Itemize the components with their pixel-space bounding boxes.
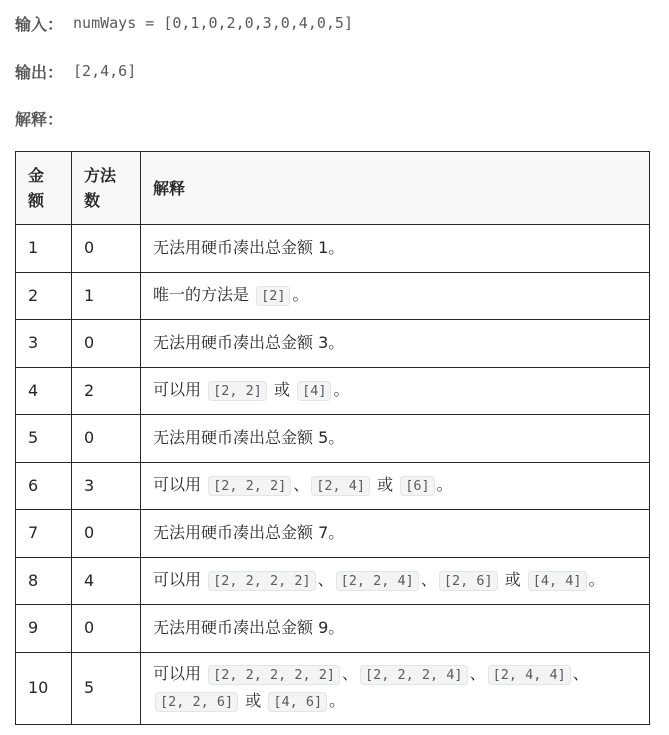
explanation-cell [141, 320, 650, 368]
table-row [16, 225, 650, 273]
explanation-text: 。 [436, 475, 453, 495]
explanation-cell [141, 462, 650, 510]
inline-code: [2, 2, 2, 2] [208, 571, 316, 591]
count-cell: 3 [72, 462, 141, 510]
explanation-text: 无法用硬币凑出总金额 3。 [153, 333, 345, 353]
amount-cell: 7 [16, 510, 72, 558]
explanation-text: 或 [268, 380, 296, 400]
amount-cell: 3 [16, 320, 72, 368]
amount-cell: 4 [16, 367, 72, 415]
explanation-text: 无法用硬币凑出总金额 7。 [153, 523, 345, 543]
explanation-cell [141, 605, 650, 653]
count-cell: 0 [72, 605, 141, 653]
table-row [16, 272, 650, 320]
explanation-cell [141, 367, 650, 415]
header-amount-line-1: 金 [28, 166, 45, 185]
inline-code: [6] [400, 476, 434, 496]
count-cell: 0 [72, 225, 141, 273]
output-line [15, 59, 136, 83]
header-count-line-1: 方法 [84, 166, 117, 185]
inline-code: [2, 2, 2, 2, 2] [208, 665, 340, 685]
table-row [16, 605, 650, 653]
inline-code: [2, 2, 6] [155, 692, 238, 712]
table-row [16, 652, 650, 724]
explanation-text: 或 [240, 691, 267, 710]
inline-code: [2] [256, 286, 290, 306]
coin-ways-table [15, 151, 650, 725]
explanation-text: 可以用 [153, 664, 207, 683]
explanation-text: 唯一的方法是 [153, 285, 255, 305]
count-cell: 1 [72, 272, 141, 320]
header-count-line-2: 数 [84, 191, 101, 210]
explanation-label: 解释： [15, 109, 64, 129]
amount-cell: 9 [16, 605, 72, 653]
amount-cell: 5 [16, 415, 72, 463]
header-explanation: 解释 [141, 152, 650, 225]
explanation-text: 、 [572, 664, 589, 683]
count-cell: 0 [72, 320, 141, 368]
explanation-text: 可以用 [153, 570, 207, 590]
count-cell: 4 [72, 557, 141, 605]
explanation-text: 、 [469, 664, 486, 683]
explanation-text: 可以用 [153, 475, 207, 495]
table-header-row [16, 152, 650, 225]
output-value: [2,4,6] [73, 62, 137, 80]
explanation-cell [141, 557, 650, 605]
explanation-text: 或 [372, 475, 399, 495]
table-row [16, 557, 650, 605]
explanation-text: 或 [499, 570, 526, 590]
inline-code: [4, 4] [528, 571, 587, 591]
table-row [16, 510, 650, 558]
explanation-cell [141, 510, 650, 558]
inline-code: [2, 4] [311, 476, 370, 496]
explanation-text: 。 [329, 691, 346, 710]
table-body [16, 225, 650, 725]
explanation-text: 。 [292, 285, 309, 305]
explanation-text: 、 [293, 475, 310, 495]
table-row [16, 367, 650, 415]
explanation-text: 无法用硬币凑出总金额 5。 [153, 428, 345, 448]
explanation-text: 。 [333, 380, 350, 400]
header-count [72, 152, 141, 225]
explanation-text: 、 [317, 570, 334, 590]
amount-cell: 6 [16, 462, 72, 510]
input-label: 输入： [15, 14, 64, 34]
inline-code: [2, 2, 2, 4] [360, 665, 468, 685]
count-cell: 0 [72, 415, 141, 463]
explanation-text: 无法用硬币凑出总金额 9。 [153, 618, 345, 638]
explanation-text: 、 [420, 570, 437, 590]
inline-code: [2, 2, 2] [208, 476, 291, 496]
table-row [16, 415, 650, 463]
explanation-text: 、 [342, 664, 359, 683]
explanation-text: 无法用硬币凑出总金额 1。 [153, 238, 345, 258]
inline-code: [2, 4, 4] [488, 665, 571, 685]
amount-cell: 2 [16, 272, 72, 320]
count-cell: 0 [72, 510, 141, 558]
explanation-cell [141, 225, 650, 273]
explanation-cell [141, 652, 650, 724]
amount-cell: 8 [16, 557, 72, 605]
input-value: numWays = [0,1,0,2,0,3,0,4,0,5] [73, 14, 353, 32]
count-cell: 5 [72, 652, 141, 724]
inline-code: [2, 2, 4] [336, 571, 419, 591]
amount-cell: 1 [16, 225, 72, 273]
count-cell: 2 [72, 367, 141, 415]
explanation-text: 可以用 [153, 380, 207, 400]
inline-code: [4, 6] [268, 692, 327, 712]
explanation-cell [141, 415, 650, 463]
header-amount [16, 152, 72, 225]
explanation-text: 。 [588, 570, 605, 590]
header-amount-line-2: 额 [28, 191, 45, 210]
explanation-cell [141, 272, 650, 320]
input-line [15, 11, 353, 35]
table-row [16, 320, 650, 368]
inline-code: [2, 2] [208, 381, 267, 401]
table-row [16, 462, 650, 510]
inline-code: [4] [297, 381, 331, 401]
explanation-heading [15, 106, 63, 130]
amount-cell: 10 [16, 652, 72, 724]
output-label: 输出： [15, 62, 64, 82]
inline-code: [2, 6] [439, 571, 498, 591]
